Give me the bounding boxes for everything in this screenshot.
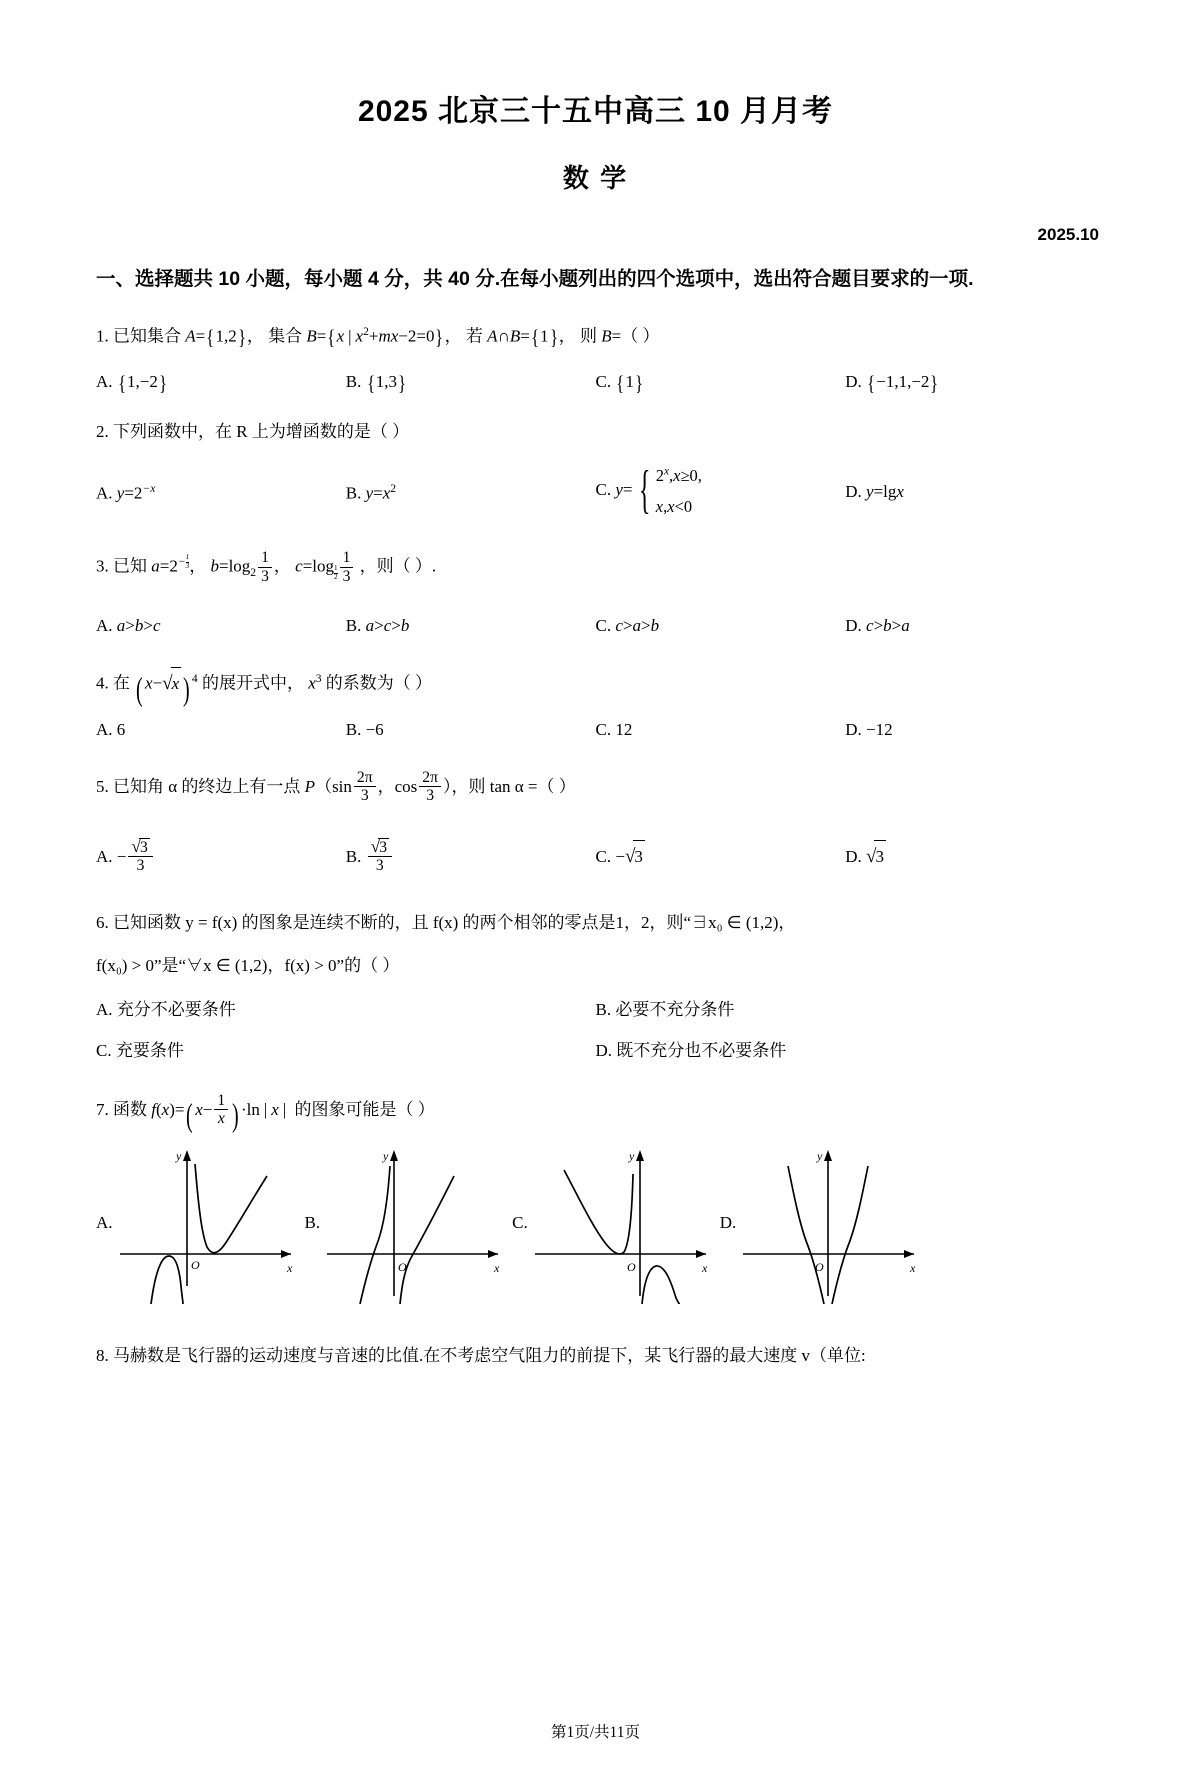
svg-text:O: O bbox=[626, 1259, 636, 1274]
exam-date: 2025.10 bbox=[1037, 225, 1099, 244]
piecewise-function: { $2^x,x\ge 0$, x,x<0 bbox=[639, 461, 702, 520]
graph-c bbox=[530, 1134, 720, 1304]
question-7-option-d[interactable] bbox=[720, 1134, 929, 1304]
question-1-option-a[interactable]: A. {1,−2} bbox=[96, 370, 167, 395]
question-7-stem-prefix: 函数 bbox=[113, 1099, 147, 1119]
question-2-stem-text: 下列函数中，在 R 上为增函数的是（ ） bbox=[113, 421, 410, 441]
question-2-option-b[interactable]: B. $y=x^2$ bbox=[345, 482, 397, 503]
question-1 bbox=[96, 316, 1095, 399]
question-4-option-a[interactable]: A. 6 bbox=[96, 719, 126, 739]
question-7-stem: 7. 函数 f(x)=( x− $\frac{1}{x}$ ) ·ln | x | 的图象可能是（ ） bbox=[96, 1091, 435, 1133]
question-1-stem-mid3: 则 bbox=[579, 326, 597, 346]
question-6-stem-line1: 6. 已知函数 y = f(x) 的图象是连续不断的，且 f(x) 的两个相邻的零点是1，2，则“∃x₀ ∈ (1,2)， bbox=[96, 912, 796, 932]
question-7-stem-tail: 的图象可能是（ ） bbox=[294, 1099, 435, 1119]
question-4-number: 4. bbox=[96, 674, 109, 694]
question-5-stem-head: 已知角 α 的终边上有一点 bbox=[113, 776, 305, 796]
question-7-option-b-label: B. bbox=[304, 1212, 321, 1232]
question-3-number: 3. bbox=[96, 557, 109, 577]
question-3-stem-tail: ，则（ ）. bbox=[359, 557, 437, 577]
question-8-stem bbox=[96, 1340, 1095, 1371]
question-5-option-d[interactable]: D. √3 bbox=[845, 840, 1095, 872]
question-6-stem-line2: f(x₀) > 0”是“∀x ∈ (1,2)，f(x) > 0”的（ ） bbox=[96, 955, 400, 975]
question-1-option-d[interactable]: D. {−1,1,−2} bbox=[845, 370, 939, 395]
question-2-options bbox=[96, 460, 1095, 523]
page-title: 2025 北京三十五中高三 10 月月考 bbox=[357, 95, 834, 128]
question-5-option-b[interactable]: B. $\frac{√3}{3}$ bbox=[346, 837, 596, 875]
svg-text:y: y bbox=[383, 1148, 389, 1163]
question-6-number: 6. bbox=[96, 912, 109, 932]
question-4-stem-mid: 的展开式中， bbox=[201, 674, 304, 694]
question-2-stem bbox=[96, 416, 1095, 447]
question-3-option-a[interactable]: A. a>b>c bbox=[96, 616, 161, 636]
question-7-option-c[interactable] bbox=[512, 1134, 720, 1304]
question-1-stem-mid2: 若 bbox=[465, 326, 483, 346]
question-4-stem-prefix: 在 bbox=[113, 674, 130, 694]
question-7-option-a[interactable] bbox=[96, 1134, 305, 1304]
svg-text:y: y bbox=[628, 1148, 635, 1163]
question-5-option-a[interactable]: A. − $\frac{√3}{3}$ bbox=[96, 837, 346, 875]
question-5-number: 5. bbox=[96, 776, 109, 796]
question-5 bbox=[96, 769, 1095, 887]
question-4-option-d[interactable]: D. −12 bbox=[845, 719, 893, 739]
question-2-option-a[interactable]: A. $y=2^{-x}$ bbox=[96, 482, 156, 503]
question-3 bbox=[96, 546, 1095, 641]
question-7 bbox=[96, 1092, 1095, 1306]
graph-a bbox=[115, 1134, 305, 1304]
question-8 bbox=[96, 1340, 1095, 1371]
svg-text:x: x bbox=[286, 1260, 292, 1275]
question-4-option-b[interactable]: B. −6 bbox=[345, 719, 384, 739]
question-3-option-c[interactable]: C. c>a>b bbox=[595, 616, 660, 636]
question-4-stem: 4. 在 ( x−√x ) $^4$ 的展开式中， $x^3$ 的系数为（ ） bbox=[96, 663, 1095, 700]
question-7-graph-options bbox=[96, 1134, 1095, 1306]
question-5-stem: 5. 已知角 α 的终边上有一点 P（sin $\frac{2\pi}{3}$ ，cos $\frac{2\pi}{3}$ ），则 tan α =（ ） bbox=[96, 768, 576, 805]
question-1-stem: 1. 已知集合 A={1,2}， 集合 B={x | $x^2+mx-2=0$}， 若 A∩B={1}， 则 B=（ ） bbox=[96, 325, 660, 350]
question-5-option-c[interactable]: C. −√3 bbox=[596, 840, 846, 872]
svg-text:y: y bbox=[817, 1148, 823, 1163]
question-7-number: 7. bbox=[96, 1099, 109, 1119]
question-1-stem-prefix: 已知集合 bbox=[113, 326, 181, 346]
question-6-option-a[interactable]: A. 充分不必要条件 bbox=[96, 999, 236, 1019]
exam-page bbox=[0, 86, 1191, 1770]
question-4-stem-tail: 的系数为（ ） bbox=[325, 674, 433, 694]
question-7-option-d-label: D. bbox=[719, 1212, 737, 1232]
svg-text:O: O bbox=[190, 1257, 200, 1272]
graph-b bbox=[322, 1134, 512, 1304]
question-2-option-d[interactable]: D. y=lgx bbox=[845, 481, 904, 501]
question-7-option-a-label: A. bbox=[96, 1212, 113, 1232]
question-4 bbox=[96, 663, 1095, 744]
question-1-option-c[interactable]: C. {1} bbox=[595, 370, 644, 395]
svg-text:O: O bbox=[398, 1259, 407, 1274]
question-1-set-a: A bbox=[185, 326, 196, 346]
question-1-stem-mid1: 集合 bbox=[268, 326, 303, 346]
graph-d bbox=[738, 1134, 928, 1304]
question-6 bbox=[96, 907, 1095, 1066]
sqrt-x: √x bbox=[162, 667, 181, 699]
svg-text:x: x bbox=[910, 1260, 916, 1275]
question-3-option-b[interactable]: B. a>c>b bbox=[345, 616, 410, 636]
question-6-option-c[interactable]: C. 充要条件 bbox=[96, 1040, 184, 1060]
section-instruction: 一、选择题共 10 小题，每小题 4 分，共 40 分.在每小题列出的四个选项中，选出符合题目要求的一项. bbox=[96, 268, 974, 290]
question-3-option-d[interactable]: D. c>b>a bbox=[845, 616, 910, 636]
question-3-stem: 3. 已知 $a=2^{- \frac{1}{3}}$ ， $b=\log_2$ $\frac{1}{3}$ ， c=log $_{\frac{1}{2}}$ $\frac{1}{3}$ ，则（ ）. bbox=[96, 549, 437, 585]
question-1-number: 1. bbox=[96, 326, 109, 346]
question-2-number: 2. bbox=[96, 421, 109, 441]
question-8-number: 8. bbox=[96, 1345, 109, 1365]
question-2-option-c[interactable]: C. y= { $2^x,x\ge 0$, x,x<0 bbox=[596, 460, 846, 523]
question-2 bbox=[96, 416, 1095, 523]
question-5-options bbox=[96, 825, 1095, 887]
question-4-options bbox=[96, 714, 1095, 745]
question-6-options-row2 bbox=[96, 1035, 1095, 1066]
question-7-option-c-label: C. bbox=[512, 1212, 528, 1232]
question-1-options bbox=[96, 366, 1095, 399]
exam-content bbox=[96, 259, 1095, 1371]
question-6-options-row1 bbox=[96, 994, 1095, 1025]
svg-text:y: y bbox=[175, 1148, 181, 1163]
svg-text:x: x bbox=[494, 1260, 500, 1275]
question-3-stem-prefix: 已知 bbox=[113, 557, 147, 577]
svg-text:O: O bbox=[815, 1259, 824, 1274]
question-8-stem-text: 马赫数是飞行器的运动速度与音速的比值.在不考虑空气阻力的前提下，某飞行器的最大速度 v（单位: bbox=[113, 1345, 866, 1365]
question-1-option-b[interactable]: B. {1,3} bbox=[345, 370, 407, 395]
question-6-option-d[interactable]: D. 既不充分也不必要条件 bbox=[595, 1040, 787, 1060]
question-4-option-c[interactable]: C. 12 bbox=[595, 719, 633, 739]
question-7-option-b[interactable] bbox=[305, 1134, 513, 1304]
svg-text:x: x bbox=[701, 1260, 708, 1275]
question-3-options bbox=[96, 610, 1095, 641]
question-6-option-b[interactable]: B. 必要不充分条件 bbox=[595, 999, 735, 1019]
page-footer: 第1页/共11页 bbox=[551, 1724, 640, 1741]
subject-title: 数 学 bbox=[562, 163, 629, 193]
